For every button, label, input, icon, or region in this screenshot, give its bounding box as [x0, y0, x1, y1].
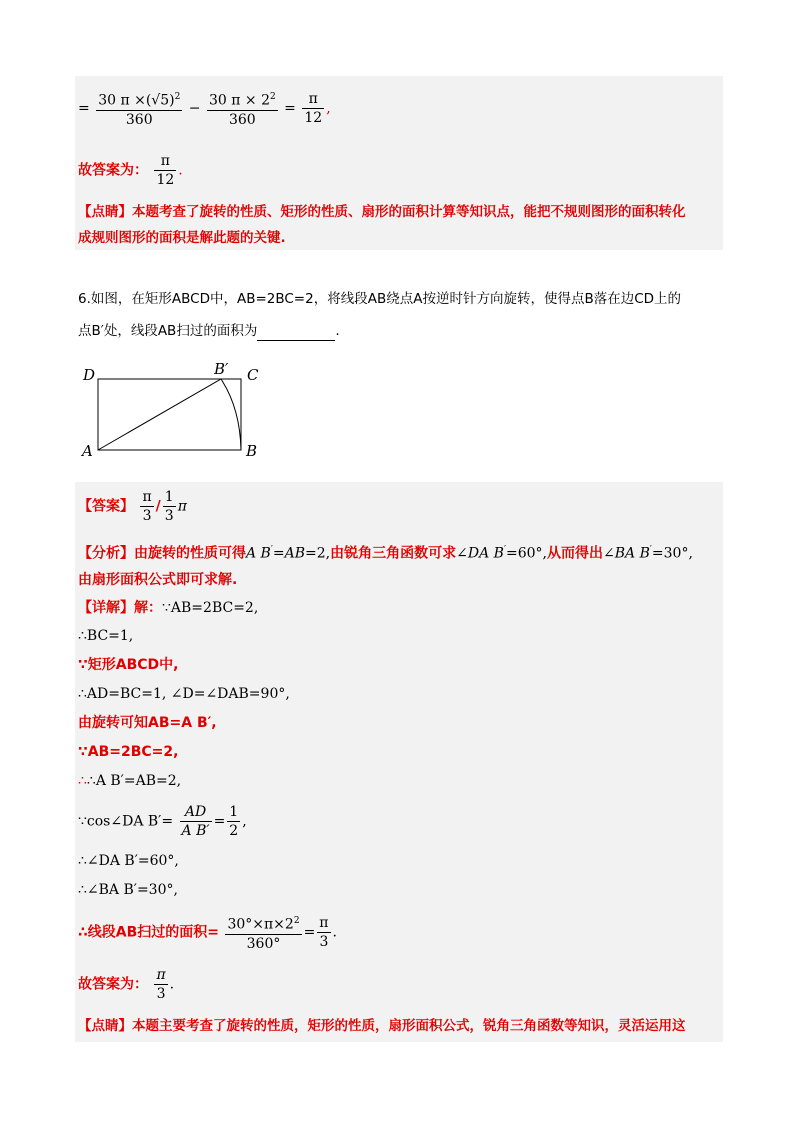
detail-2: ∴BC=1,	[78, 628, 134, 644]
detail-6: ∵AB=2BC=2,	[78, 744, 179, 760]
prev-comment-line2: 成规则图形的面积是解此题的关键.	[78, 230, 286, 246]
prev-answer: 故答案为： $\frac{\pi}{12}$ .	[78, 153, 183, 188]
detail-8: ∵cos∠DA B′= $\frac{AD}{\text{A B′}}$ = $\frac{1}{2}$ ,	[78, 804, 247, 839]
detail-3: ∵矩形ABCD中,	[78, 657, 179, 673]
detail-7: ∴∴A B′=AB=2,	[78, 773, 182, 789]
final-answer: 故答案为： $\frac{\pi}{3}$ .	[78, 967, 175, 1002]
prev-expression: = $\frac{30 \pi \times(√5)^2}{360}$ − $\frac{30 \pi \times 2^2}{360}$ = $\frac{\pi}{12}$ ,	[78, 88, 331, 129]
rectangle-figure	[80, 358, 280, 468]
label-A: A	[82, 442, 93, 460]
prev-comment-line1: 【点睛】本题考查了旋转的性质、矩形的性质、扇形的面积计算等知识点，能把不规则图形的面积转化	[78, 204, 686, 220]
label-B: B	[246, 442, 258, 460]
question-line2: 点B′处，线段AB扫过的面积为 .	[78, 323, 340, 339]
detail-4: ∴AD=BC=1, ∠D=∠DAB=90°,	[78, 686, 290, 702]
detail-11: ∴线段AB扫过的面积= $\frac{30^\circ\times\pi\times 2^2}{360^\circ}$ = $\frac{\pi}{3}$ .	[78, 912, 337, 953]
question-line1: 6.如图，在矩形ABCD中，AB=2BC=2，将线段AB绕点A按逆时针方向旋转，使得点B落在边CD上的	[78, 291, 682, 307]
label-C: C	[247, 366, 259, 384]
final-comment: 【点睛】本题主要考查了旋转的性质，矩形的性质，扇形面积公式，锐角三角函数等知识，灵活运用这	[78, 1018, 686, 1034]
label-D: D	[83, 366, 96, 384]
analysis-line1: 【分析】由旋转的性质可得A B′=AB=2,由锐角三角函数可求∠DA B′=60°,从而得出∠BA B′=30°,	[78, 545, 693, 562]
detail-5: 由旋转可知AB=A B′,	[78, 715, 217, 731]
label-B-prime: B′	[214, 360, 229, 378]
answer-blank	[257, 326, 335, 341]
analysis-line2: 由扇形面积公式即可求解.	[78, 572, 238, 588]
detail-10: ∴∠BA B′=30°,	[78, 882, 178, 898]
solution-box	[75, 482, 723, 1042]
answer-line: 【答案】 $\frac{\pi}{3}$ / $\frac{1}{3}$ π	[78, 489, 187, 524]
detail-1: 【详解】解：∵AB=2BC=2,	[78, 600, 259, 616]
detail-9: ∴∠DA B′=60°,	[78, 853, 179, 869]
